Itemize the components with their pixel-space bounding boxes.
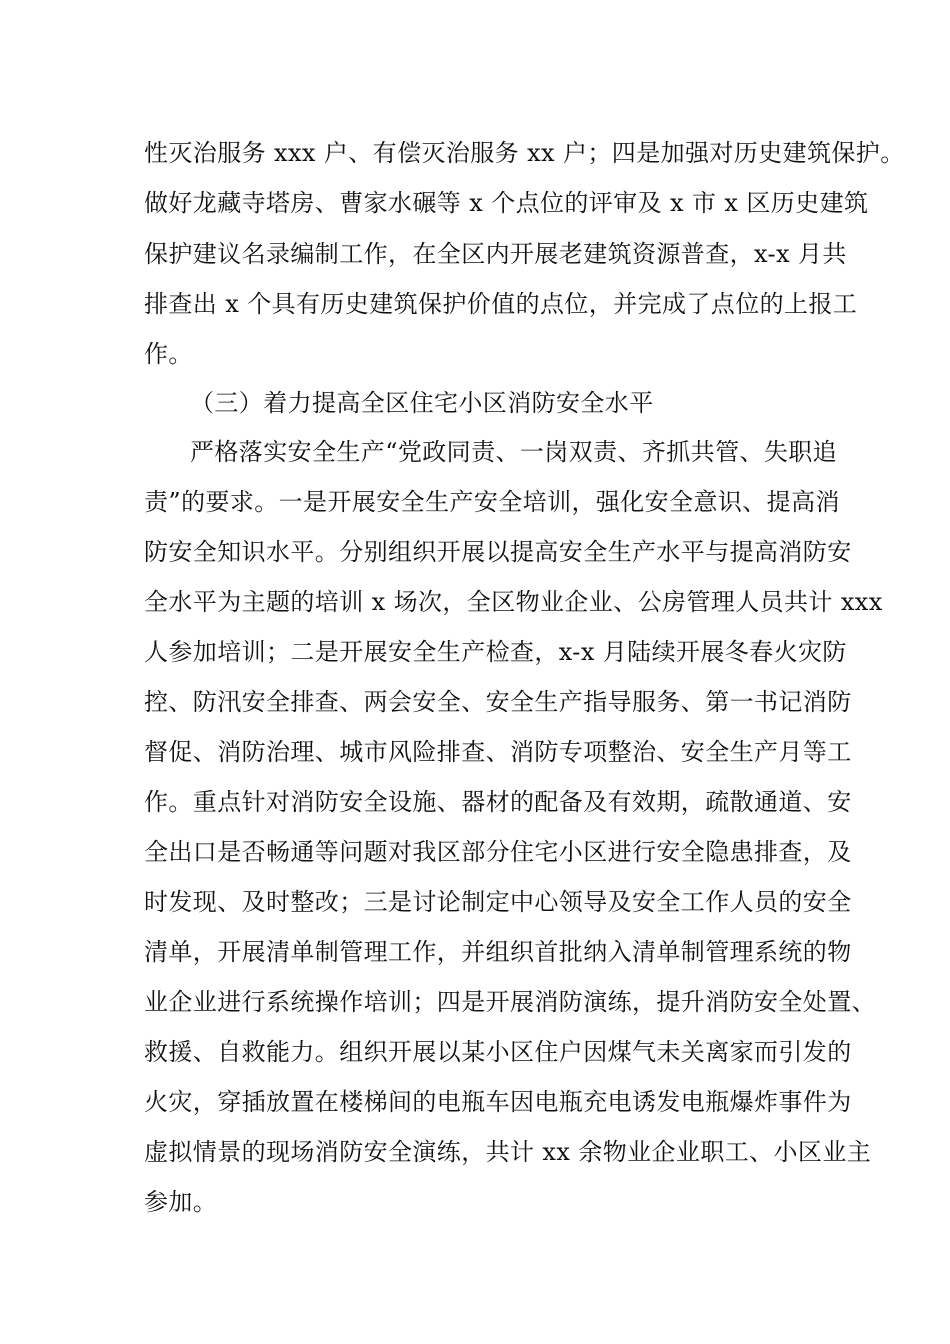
- paragraph-1-line-4: 排查出 x 个具有历史建筑保护价值的点位，并完成了点位的上报工: [144, 290, 858, 318]
- paragraph-2-line-10: 时发现、及时整改；三是讨论制定中心领导及安全工作人员的安全: [144, 888, 852, 916]
- paragraph-1-line-5: 作。: [144, 340, 193, 368]
- paragraph-1-line-3: 保护建议名录编制工作，在全区内开展老建筑资源普查，x-x 月共: [144, 240, 847, 268]
- paragraph-2-line-6: 控、防汛安全排查、两会安全、安全生产指导服务、第一书记消防: [144, 688, 852, 716]
- paragraph-2-line-15: 虚拟情景的现场消防安全演练，共计 xx 余物业企业职工、小区业主: [144, 1138, 872, 1166]
- paragraph-2-line-13: 救援、自救能力。组织开展以某小区住户因煤气未关离家而引发的: [144, 1038, 852, 1066]
- paragraph-2-line-4: 全水平为主题的培训 x 场次，全区物业企业、公房管理人员共计 xxx: [144, 588, 883, 616]
- paragraph-2-line-12: 业企业进行系统操作培训；四是开展消防演练，提升消防安全处置、: [144, 988, 876, 1016]
- paragraph-2-line-7: 督促、消防治理、城市风险排查、消防专项整治、安全生产月等工: [144, 738, 852, 766]
- paragraph-2-line-11: 清单，开展清单制管理工作，并组织首批纳入清单制管理系统的物: [144, 938, 852, 966]
- paragraph-1-line-1: 性灭治服务 xxx 户、有偿灭治服务 xx 户；四是加强对历史建筑保护。: [144, 139, 905, 167]
- section-heading: （三）着力提高全区住宅小区消防安全水平: [190, 389, 654, 417]
- paragraph-1-line-2: 做好龙藏寺塔房、曹家水碾等 x 个点位的评审及 x 市 x 区历史建筑: [144, 189, 869, 217]
- paragraph-2-line-3: 防安全知识水平。分别组织开展以提高安全生产水平与提高消防安: [144, 538, 852, 566]
- paragraph-2-line-2: 责”的要求。一是开展安全生产安全培训，强化安全意识、提高消: [144, 488, 840, 516]
- paragraph-2-line-16: 参加。: [144, 1188, 218, 1216]
- paragraph-2-line-1: 严格落实安全生产“党政同责、一岗双责、齐抓共管、失职追: [190, 438, 838, 466]
- paragraph-2-line-5: 人参加培训；二是开展安全生产检查，x-x 月陆续开展冬春火灾防: [144, 638, 847, 666]
- paragraph-2-line-14: 火灾，穿插放置在楼梯间的电瓶车因电瓶充电诱发电瓶爆炸事件为: [144, 1088, 852, 1116]
- paragraph-2-line-8: 作。重点针对消防安全设施、器材的配备及有效期，疏散通道、安: [144, 788, 852, 816]
- paragraph-2-line-9: 全出口是否畅通等问题对我区部分住宅小区进行安全隐患排查，及: [144, 838, 852, 866]
